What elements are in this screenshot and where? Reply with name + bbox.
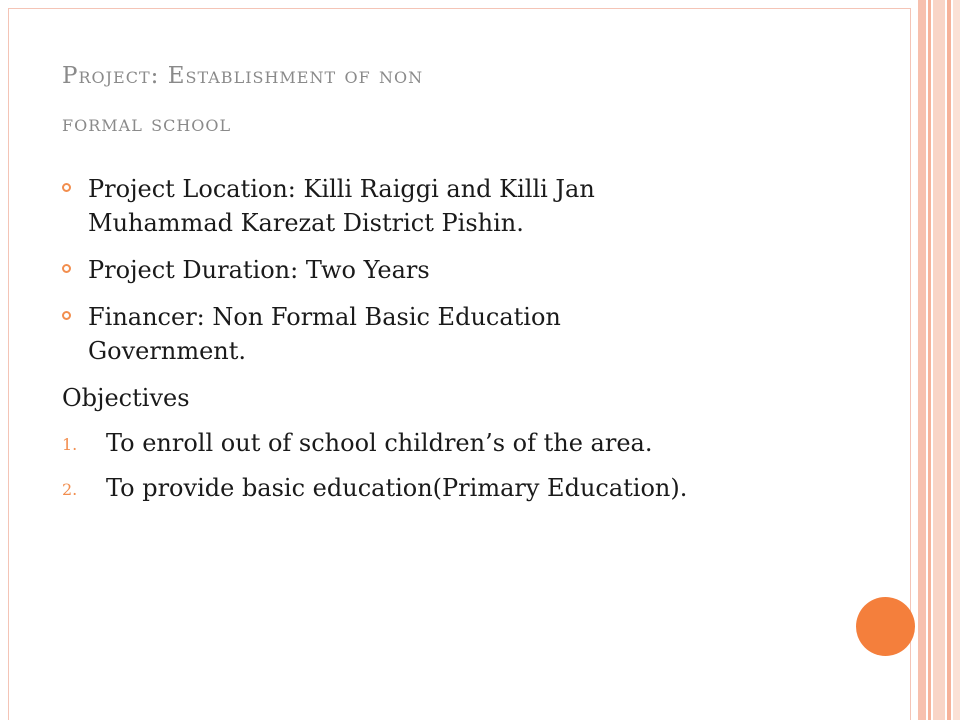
slide-title [62, 52, 882, 148]
bullet-circle-icon [62, 311, 71, 320]
stripe [928, 0, 931, 720]
slide-content [62, 172, 862, 516]
bullet-item-location [62, 172, 862, 240]
objectives-heading: Objectives [62, 384, 190, 412]
bullet-text: Muhammad Karezat District Pishin. [88, 209, 524, 237]
objective-text: To enroll out of school children’s of the area. [106, 429, 653, 457]
title-line-2: formal school [62, 111, 232, 137]
decorative-stripes [918, 0, 960, 720]
bullet-text: Financer: Non Formal Basic Education [88, 303, 561, 331]
stripe [953, 0, 960, 720]
stripe [947, 0, 951, 720]
bullet-item-financer [62, 300, 862, 368]
bullet-circle-icon [62, 183, 71, 192]
list-number: 1. [62, 435, 78, 454]
objective-item-2 [62, 471, 862, 505]
list-number: 2. [62, 480, 78, 499]
bullet-text: Government. [88, 337, 247, 365]
bullet-text: Project Duration: Two Years [88, 256, 430, 284]
stripe [918, 0, 926, 720]
bullet-text: Project Location: Killi Raiggi and Killi Jan [88, 175, 595, 203]
objective-item-1 [62, 426, 862, 460]
bullet-item-duration [62, 253, 862, 287]
stripe [933, 0, 945, 720]
objective-text: To provide basic education(Primary Education). [106, 474, 688, 502]
title-line-1: Project: Establishment of non [62, 63, 424, 89]
bullet-circle-icon [62, 264, 71, 273]
decorative-circle [856, 597, 915, 656]
